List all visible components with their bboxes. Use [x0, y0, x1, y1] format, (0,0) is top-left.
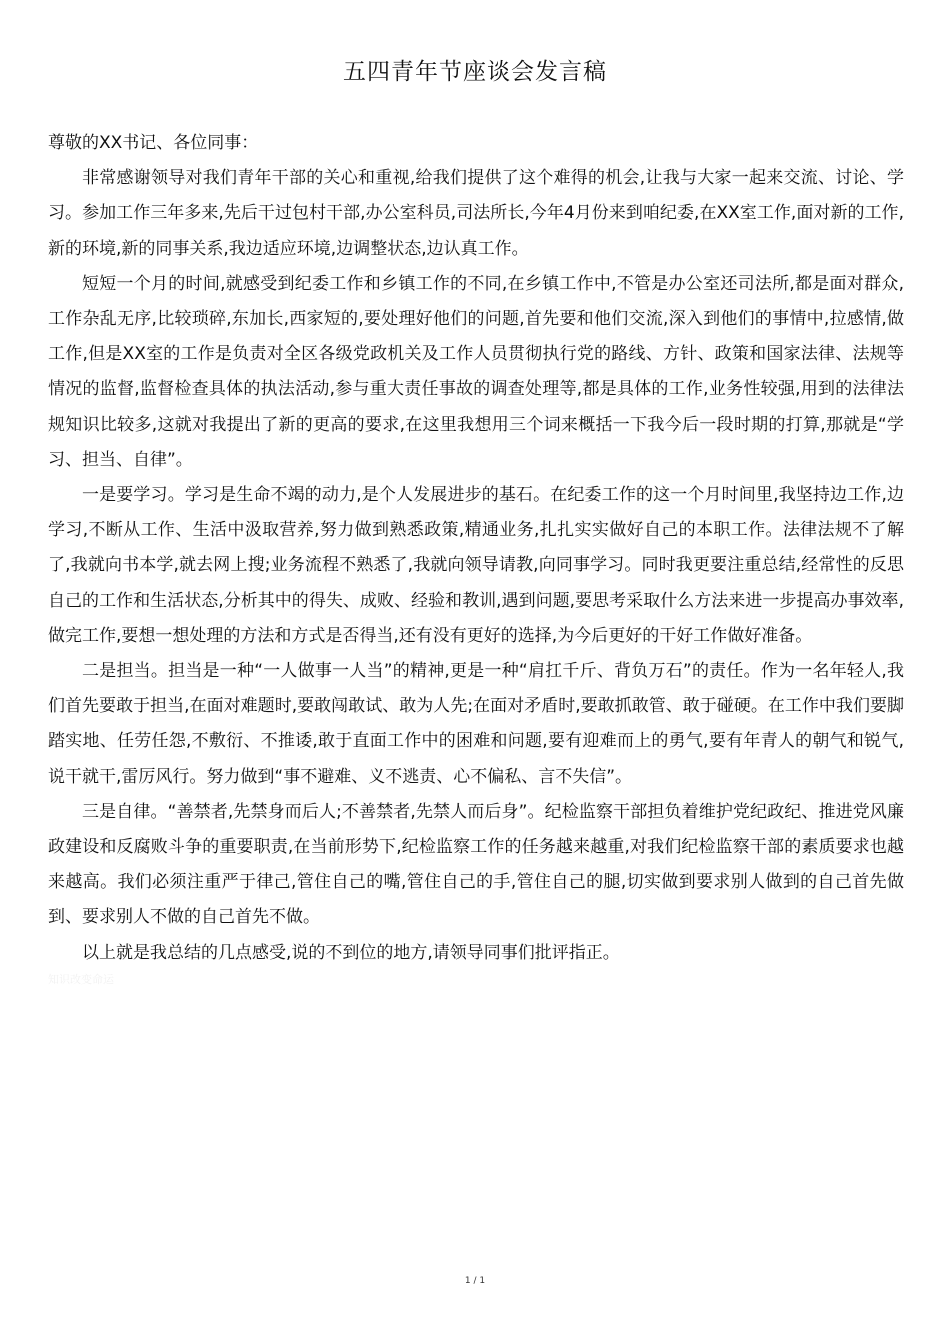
page-number: 1 / 1 [464, 1276, 486, 1286]
document-body [48, 126, 904, 989]
paragraph-closing: 以上就是我总结的几点感受,说的不到位的地方,请领导同事们批评指正。 [82, 942, 620, 963]
paragraph-intro: 非常感谢领导对我们青年干部的关心和重视,给我们提供了这个难得的机会,让我与大家一起来交流、讨论、学习。参加工作三年多来,先后干过包村干部,办公室科员,司法所长,今年4月份来到咱纪委,在XX室工作,面对新的工作,新的环境,新的同事关系,我边适应环境,边调整状态,边认真工作。 [48, 168, 904, 259]
paragraph-study: 一是要学习。学习是生命不竭的动力,是个人发展进步的基石。在纪委工作的这一个月时间里,我坚持边工作,边学习,不断从工作、生活中汲取营养,努力做到熟悉政策,精通业务,扎扎实实做好自己的本职工作。法律法规不了解了,我就向书本学,就去网上搜;业务流程不熟悉了,我就向领导请教,向同事学习。同时我更要注重总结,经常性的反思自己的工作和生活状态,分析其中的得失、成败、经验和教训,遇到问题,要思考采取什么方法来进一步提高办事效率,做完工作,要想一想处理的方法和方式是否得当,还有没有更好的选择,为今后更好的干好工作做好准备。 [48, 485, 904, 646]
paragraph-self-discipline: 三是自律。“善禁者,先禁身而后人;不善禁者,先禁人而后身”。纪检监察干部担负着维护党纪政纪、推进党风廉政建设和反腐败斗争的重要职责,在当前形势下,纪检监察工作的任务越来越重,对我们纪检监察干部的素质要求也越来越高。我们必须注重严于律己,管住自己的嘴,管住自己的手,管住自己的腿,切实做到要求别人做到的自己首先做到、要求别人不做的自己首先不做。 [48, 801, 904, 928]
faint-watermark-text: 知识改变命运 [48, 972, 114, 986]
salutation: 尊敬的XX书记、各位同事： [48, 133, 259, 153]
document-title: 五四青年节座谈会发言稿 [343, 59, 607, 85]
paragraph-responsibility: 二是担当。担当是一种“一人做事一人当”的精神,更是一种“肩扛千斤、背负万石”的责任。作为一名年轻人,我们首先要敢于担当,在面对难题时,要敢闯敢试、敢为人先;在面对矛盾时,要敢抓敢管、敢于碰硬。在工作中我们要脚踏实地、任劳任怨,不敷衍、不推诿,敢于直面工作中的困难和问题,要有迎难而上的勇气,要有年青人的朝气和锐气,说干就干,雷厉风行。努力做到“事不避难、义不逃责、心不偏私、言不失信”。 [48, 661, 904, 787]
paragraph-experience: 短短一个月的时间,就感受到纪委工作和乡镇工作的不同,在乡镇工作中,不管是办公室还司法所,都是面对群众,工作杂乱无序,比较琐碎,东加长,西家短的,要处理好他们的问题,首先要和他们交流,深入到他们的事情中,拉感情,做工作,但是XX室的工作是负责对全区各级党政机关及工作人员贯彻执行党的路线、方针、政策和国家法律、法规等情况的监督,监督检查具体的执法活动,参与重大责任事故的调查处理等,都是具体的工作,业务性较强,用到的法律法规知识比较多,这就对我提出了新的更高的要求,在这里我想用三个词来概括一下我今后一段时期的打算,那就是“学习、担当、自律”。 [48, 273, 904, 470]
